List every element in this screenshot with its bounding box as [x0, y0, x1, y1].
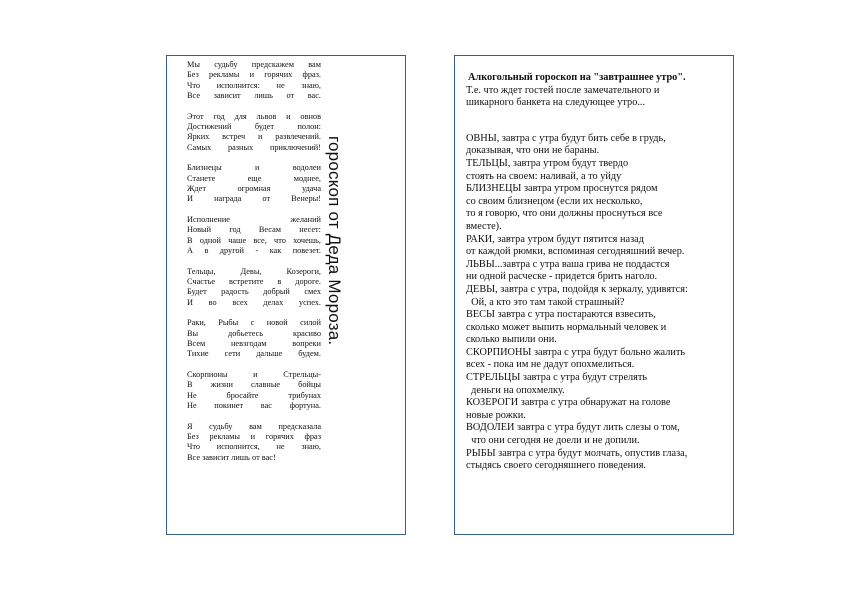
horoscope-line: ДЕВЫ, завтра с утра, подойдя к зеркалу, удивятся: [466, 283, 688, 295]
right-page [454, 55, 734, 535]
intro-line: Т.е. что ждет гостей после замечательного и [466, 84, 660, 96]
horoscope-line: РАКИ, завтра утром будут пятится назад [466, 233, 644, 245]
poem [187, 60, 321, 463]
poem-line: Скорпионы и Стрельцы- [187, 370, 321, 380]
poem-stanza [187, 267, 321, 308]
poem-stanza [187, 112, 321, 153]
poem-stanza [187, 422, 321, 463]
horoscope-line: что они сегодня не доели и не допили. [466, 435, 640, 447]
horoscope-line: СТРЕЛЬЦЫ завтра с утра будут стрелять [466, 372, 648, 384]
horoscope-line: то я говорю, что они должны проснуться все [466, 208, 663, 220]
poem-line: И во всех делах успех. [187, 297, 321, 307]
vertical-title: гороскоп от Деда Мороза. [325, 136, 344, 346]
poem-line: Ярких встреч и развлечений. [187, 132, 321, 142]
poem-line: Исполнение желаний [187, 215, 321, 225]
poem-line: Достижений будет полон: [187, 121, 321, 131]
poem-line: А в другой - как повезет. [187, 245, 321, 255]
poem-line: Мы судьбу предскажем вам [187, 60, 321, 69]
horoscope-line: ЛЬВЫ...завтра с утра ваша грива не поддастся [466, 258, 670, 270]
poem-line: Все зависит лишь от вас. [187, 90, 321, 100]
poem-line: Я судьбу вам предсказала [187, 421, 321, 431]
horoscope-line: сколько может выпить нормальный человек и [466, 321, 667, 333]
poem-line: Не бросайте трибунах [187, 390, 321, 400]
horoscope-intro [466, 85, 728, 110]
poem-line: Вы добьетесь красиво [187, 328, 321, 338]
poem-line: В одной чаше все, что хочешь, [187, 235, 321, 245]
horoscope-line: от каждой рюмки, вспоминая сегодняшний вечер. [466, 246, 685, 258]
horoscope-line: доказывая, что они не бараны. [466, 145, 600, 157]
poem-line: Не покинет вас фортуна. [187, 401, 321, 411]
poem-line: Без рекламы и горячих фраз [187, 432, 321, 442]
horoscope-lines [466, 133, 728, 473]
horoscope-line: со своим близнецом (если их несколько, [466, 195, 643, 207]
horoscope-line: СКОРПИОНЫ завтра с утра будут больно жалить [466, 346, 686, 358]
poem-line: Новый год Весам несет: [187, 225, 321, 235]
poem-line: Будет радость добрый смех [187, 287, 321, 297]
poem-line: В жизни славные бойцы [187, 380, 321, 390]
poem-line: Ждет огромная удача [187, 183, 321, 193]
poem-line: Счастье встретите в дороге. [187, 277, 321, 287]
poem-stanza [187, 60, 321, 101]
poem-line: Станете еще моднее, [187, 173, 321, 183]
poem-line: Тихие сети дальше будем. [187, 349, 321, 359]
poem-line: Что исполнится, не знаю, [187, 442, 321, 452]
horoscope-line: ВОДОЛЕИ завтра с утра будут лить слезы о том, [466, 422, 680, 434]
horoscope-line: ВЕСЫ завтра с утра постараются взвесить, [466, 309, 656, 321]
poem-line: Раки, Рыбы с новой силой [187, 318, 321, 328]
horoscope-line: РЫБЫ завтра с утра будут молчать, опустив глаза, [466, 447, 688, 459]
horoscope-line: КОЗЕРОГИ завтра с утра обнаружат на голове [466, 397, 671, 409]
poem-line: Без рекламы и горячих фраз. [187, 70, 321, 80]
poem-stanza [187, 163, 321, 204]
poem-stanza [187, 370, 321, 411]
horoscope-line: всех - пока им не дадут опохмелиться. [466, 359, 635, 371]
horoscope-line: вместе). [466, 220, 502, 232]
poem-line: Всем невзгодам вопреки [187, 339, 321, 349]
poem-line: Этот год для львов и овнов [187, 111, 321, 121]
left-page [166, 55, 406, 535]
horoscope-line: Ой, а кто это там такой страшный? [466, 296, 625, 308]
poem-stanza [187, 215, 321, 256]
horoscope-line: деньги на опохмелку. [466, 384, 565, 396]
poem-stanza [187, 318, 321, 359]
poem-line: Близнецы и водолеи [187, 163, 321, 173]
horoscope-line: стоять на своем: наливай, а то уйду [466, 170, 622, 182]
horoscope-line: ОВНЫ, завтра с утра будут бить себе в грудь, [466, 132, 666, 144]
horoscope-line: стыдясь своего сегодняшнего поведения. [466, 460, 647, 472]
poem-line: Что исполнится: не знаю, [187, 80, 321, 90]
horoscope-line: ТЕЛЬЦЫ, завтра утром будут твердо [466, 157, 629, 169]
poem-line: И награда от Венеры! [187, 194, 321, 204]
horoscope-line: ни одной расческе - придется брить наголо. [466, 271, 658, 283]
horoscope-title: Алкогольный гороскоп на "завтрашнее утро". [468, 72, 686, 83]
intro-line: шикарного банкета на следующее утро... [466, 97, 646, 109]
poem-line: Все зависит лишь от вас! [187, 452, 276, 462]
horoscope-line: новые рожки. [466, 409, 526, 421]
horoscope-line: БЛИЗНЕЦЫ завтра утром проснутся рядом [466, 183, 658, 195]
horoscope-text [466, 72, 728, 473]
poem-line: Тельцы, Девы, Козероги, [187, 266, 321, 276]
poem-line: Самых разных приключений! [187, 142, 321, 152]
horoscope-line: сколько выпили они. [466, 334, 557, 346]
